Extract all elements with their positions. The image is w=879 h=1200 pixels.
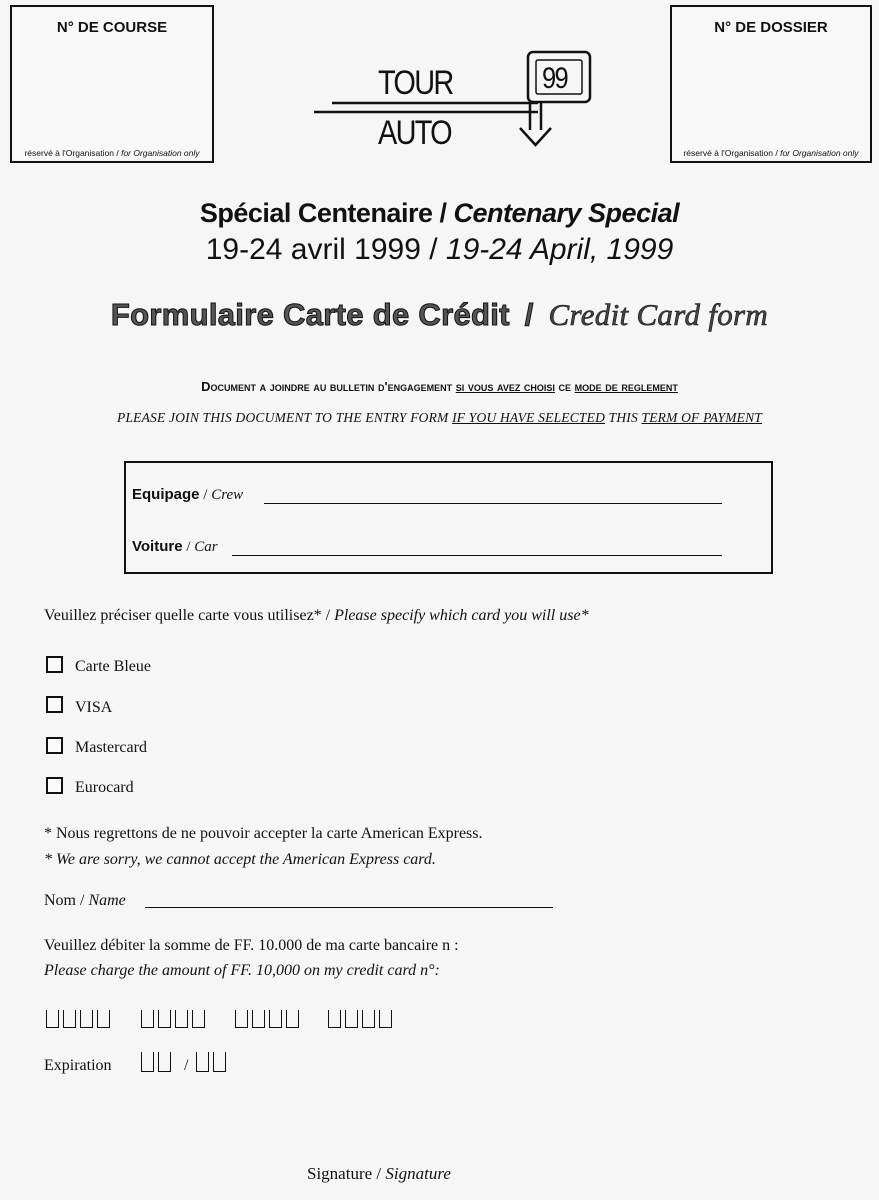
card-number-group-4[interactable]: [328, 1010, 396, 1034]
checkbox-eurocard[interactable]: [46, 777, 63, 794]
label-mastercard: Mastercard: [75, 739, 147, 756]
instruction-english: PLEASE JOIN THIS DOCUMENT TO THE ENTRY FORM IF YOU HAVE SELECTED THIS TERM OF PAYMENT: [117, 410, 762, 425]
expiration-month-digit-2[interactable]: [158, 1052, 171, 1072]
charge-english: Please charge the amount of FF. 10,000 on my credit card n°:: [44, 962, 440, 979]
label-visa: VISA: [75, 699, 113, 716]
file-number-box: [670, 5, 872, 163]
card-number-group-2[interactable]: [141, 1010, 209, 1034]
checkbox-mastercard[interactable]: [46, 737, 63, 754]
event-title: Spécial Centenaire / Centenary Special: [199, 198, 680, 228]
course-number-note: réservé à l'Organisation / for Organisation only: [24, 148, 200, 158]
file-number-note: réservé à l'Organisation / for Organisation only: [683, 148, 859, 158]
car-label: Voiture / Car: [132, 538, 218, 555]
form-title: Formulaire Carte de Crédit / Credit Card form: [110, 297, 769, 332]
course-number-box: [10, 5, 214, 163]
label-eurocard: Eurocard: [75, 779, 134, 796]
charge-french: Veuillez débiter la somme de FF. 10.000 de ma carte bancaire n :: [44, 937, 459, 954]
label-carte-bleue: Carte Bleue: [75, 658, 151, 675]
card-number-group-3[interactable]: [235, 1010, 303, 1034]
expiration-year-digit-2[interactable]: [213, 1052, 226, 1072]
expiration-label: Expiration: [44, 1057, 112, 1074]
tour-auto-logo: [310, 48, 600, 158]
amex-note-english: * We are sorry, we cannot accept the American Express card.: [44, 851, 436, 868]
expiration-separator: /: [184, 1057, 189, 1074]
instruction-french: Document a joindre au bulletin d'engagement si vous avez choisi ce mode de reglement: [201, 379, 678, 394]
course-number-title: N° DE COURSE: [56, 19, 168, 36]
crew-label: Equipage / Crew: [132, 486, 244, 503]
file-number-title: N° DE DOSSIER: [714, 19, 828, 36]
expiration-year-digit-1[interactable]: [196, 1052, 209, 1072]
name-label: Nom / Name: [44, 892, 126, 909]
event-dates: 19-24 avril 1999 / 19-24 April, 1999: [205, 233, 674, 266]
signature-label: Signature / Signature: [307, 1164, 451, 1183]
car-field[interactable]: [232, 555, 722, 556]
name-field[interactable]: [145, 907, 553, 908]
logo-auto: AUTO: [378, 114, 451, 152]
checkbox-visa[interactable]: [46, 696, 63, 713]
crew-field[interactable]: [264, 503, 722, 504]
expiration-month-digit-1[interactable]: [141, 1052, 154, 1072]
crew-car-box: [124, 461, 773, 574]
card-number-group-1[interactable]: [46, 1010, 114, 1034]
amex-note-french: * Nous regrettons de ne pouvoir accepter la carte American Express.: [44, 825, 483, 842]
logo-tour: TOUR: [378, 64, 453, 102]
card-question: Veuillez préciser quelle carte vous utilisez* / Please specify which card you will use*: [44, 607, 589, 624]
checkbox-carte-bleue[interactable]: [46, 656, 63, 673]
logo-year: 99: [542, 62, 567, 95]
